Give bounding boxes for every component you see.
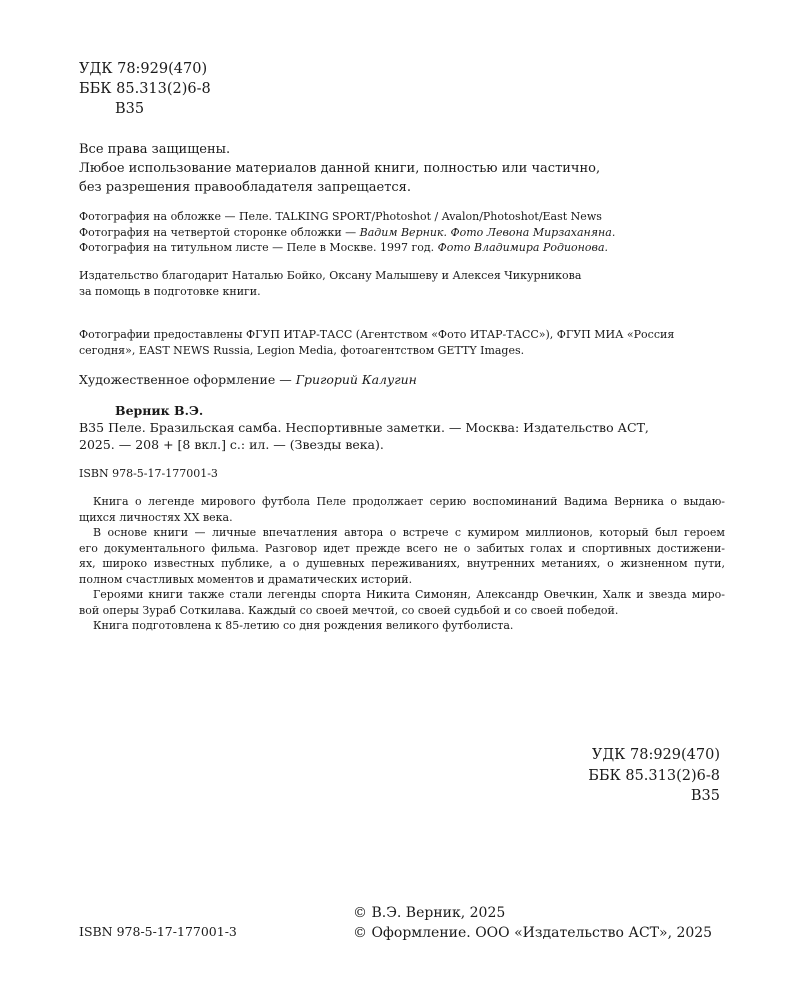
credit-text: Фотография на титульном листе — Пеле в Москве. 1997 год. — [79, 241, 438, 254]
photo-credits — [79, 209, 615, 256]
biblio-line: В35 Пеле. Бразильская самба. Неспортивные заметки. — Москва: Издательство АСТ, — [79, 420, 649, 435]
designer-name: Григорий Калугин — [295, 372, 417, 387]
acknowledgements — [79, 268, 581, 299]
rights-line: без разрешения правообладателя запрещается. — [79, 180, 411, 195]
author-mark: В35 — [115, 101, 145, 117]
bbk-code: ББК 85.313(2)6-8 — [79, 81, 211, 97]
copyright-author: © В.Э. Верник, 2025 — [353, 905, 506, 921]
annotation-line: Героями книги также стали легенды спорта Никита Симонян, Александр Овечкин, Халк и звезда миро- — [93, 588, 725, 601]
credit-text: Фотография на четвертой сторонке обложки — — [79, 225, 360, 239]
annotation-line: полном счастливых моментов и драматических историй. — [79, 572, 413, 586]
annotation-line: щихся личностях XX века. — [79, 510, 233, 524]
author-mark: В35 — [690, 788, 720, 804]
copyright-block — [353, 903, 712, 943]
biblio-line: 2025. — 208 + [8 вкл.] с.: ил. — (Звезды века). — [79, 437, 384, 452]
providers-line: Фотографии предоставлены ФГУП ИТАР-ТАСС (Агентством «Фото ИТАР-ТАСС»), ФГУП МИА «Россия — [79, 328, 675, 341]
annotation-line: его документального фильма. Разговор идет прежде всего не о забитых голах и спортивных достижени- — [79, 541, 725, 555]
isbn-bottom: ISBN 978-5-17-177001-3 — [79, 924, 237, 939]
copyright-publisher: © Оформление. ООО «Издательство АСТ», 2025 — [353, 925, 713, 941]
annotation-line: Книга подготовлена к 85-летию со дня рождения великого футболиста. — [93, 619, 514, 632]
rights-line: Любое использование материалов данной книги, полностью или частично, — [79, 161, 601, 176]
thanks-line: Издательство благодарит Наталью Бойко, Оксану Малышеву и Алексея Чикурникова — [79, 269, 582, 282]
rights-notice — [79, 140, 600, 197]
udk-code: УДК 78:929(470) — [79, 61, 208, 77]
annotation — [79, 494, 725, 634]
thanks-line: за помощь в подготовке книги. — [79, 284, 261, 298]
art-design-credit — [79, 371, 417, 388]
udk-code: УДК 78:929(470) — [591, 747, 720, 763]
credit-italic: Вадим Верник. Фото Левона Мирзаханяна. — [359, 225, 616, 239]
bbk-code: ББК 85.313(2)6-8 — [588, 767, 720, 784]
author-heading: Верник В.Э. — [115, 403, 204, 418]
rights-line: Все права защищены. — [79, 142, 231, 157]
isbn-top: ISBN 978-5-17-177001-3 — [79, 467, 218, 480]
credit-italic: Фото Владимира Родионова. — [437, 241, 609, 254]
title-page-photo-credit — [79, 240, 615, 256]
annotation-line: В основе книги — личные впечатления автора о встрече с кумиром миллионов, который был героем — [93, 526, 725, 539]
design-label: Художественное оформление — — [79, 372, 296, 387]
back-cover-photo-credit — [79, 225, 615, 241]
udk-block-bottom — [588, 745, 720, 807]
annotation-line: вой оперы Зураб Соткилава. Каждый со своей мечтой, со своей судьбой и со своей победой. — [79, 603, 619, 617]
providers-line: сегодня», EAST NEWS Russia, Legion Media, фотоагентством GETTY Images. — [79, 343, 525, 357]
annotation-line: ях, широко известных публике, а о душевных переживаниях, внутренних метаниях, о жизненном пути, — [79, 557, 725, 570]
udk-block-top — [79, 59, 211, 119]
photo-providers — [79, 327, 674, 358]
annotation-line: Книга о легенде мирового футбола Пеле продолжает серию воспоминаний Вадима Верника о выдаю- — [93, 495, 725, 508]
bibliographic-record — [79, 402, 649, 453]
cover-photo-credit: Фотография на обложке — Пеле. TALKING SPORT/Photoshot / Avalon/Photoshot/East News — [79, 210, 602, 223]
